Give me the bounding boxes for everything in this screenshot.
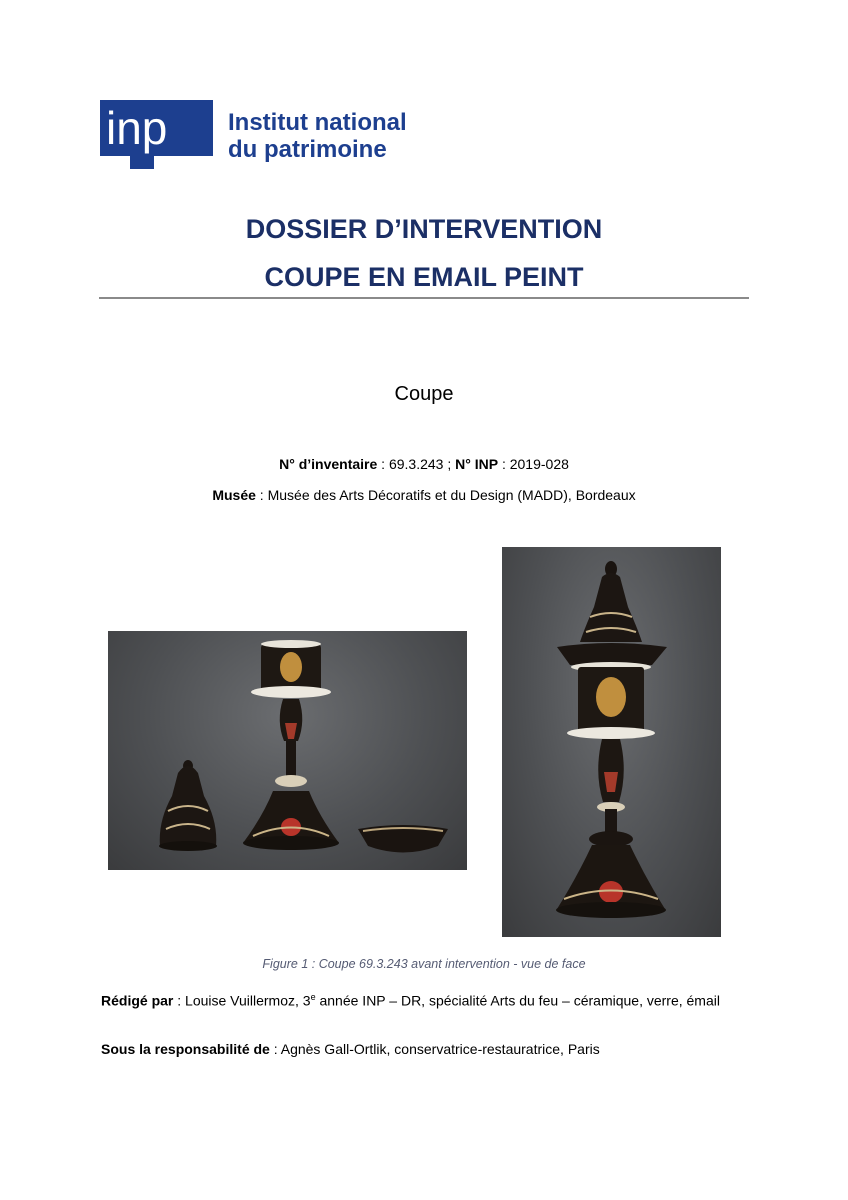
photo-assembled-cup <box>502 547 721 937</box>
supervisor-line <box>101 1039 731 1059</box>
author-ordinal-suffix: e <box>310 992 316 1002</box>
author-line <box>101 987 731 1011</box>
photo-disassembled-cup <box>108 631 467 870</box>
object-name: Coupe <box>394 383 454 405</box>
museum-value: : Musée des Arts Décoratifs et du Design (MADD), Bordeaux <box>255 487 636 503</box>
author-value-rest: année INP – DR, spécialité Arts du feu – céramique, verre, émail <box>315 992 720 1009</box>
inp-logo-name <box>228 109 407 163</box>
inp-logo-name-line1: Institut national <box>228 109 407 136</box>
inp-logo <box>100 100 420 170</box>
lid-shape <box>159 760 217 851</box>
cup-body-shape <box>243 640 339 850</box>
inp-number-value: : 2019-028 <box>498 456 569 472</box>
inventory-value: : 69.3.243 ; <box>377 456 456 472</box>
title-divider <box>99 297 749 299</box>
assembled-cup-shape <box>556 561 667 918</box>
figure-caption: Figure 1 : Coupe 69.3.243 avant intervention - vue de face <box>262 957 586 971</box>
inventory-label: N° d’inventaire <box>279 456 378 472</box>
author-label: Rédigé par <box>101 992 174 1009</box>
author-value: : Louise Vuillermoz, 3 <box>173 992 311 1009</box>
document-title-line1: DOSSIER D’INTERVENTION <box>245 214 603 244</box>
museum-line <box>0 487 848 503</box>
inventory-line <box>0 456 848 472</box>
supervisor-label: Sous la responsabilité de <box>101 1041 270 1057</box>
dish-shape <box>358 825 448 853</box>
document-title-line2: COUPE EN EMAIL PEINT <box>264 262 584 292</box>
inp-logo-mark <box>100 100 213 156</box>
inp-logo-acronym: inp <box>106 102 168 154</box>
supervisor-value: : Agnès Gall-Ortlik, conservatrice-restauratrice, Paris <box>269 1041 600 1057</box>
inp-logo-name-line2: du patrimoine <box>228 136 387 163</box>
museum-label: Musée <box>212 487 256 503</box>
inp-logo-tab <box>130 156 154 169</box>
inp-number-label: N° INP <box>455 456 499 472</box>
